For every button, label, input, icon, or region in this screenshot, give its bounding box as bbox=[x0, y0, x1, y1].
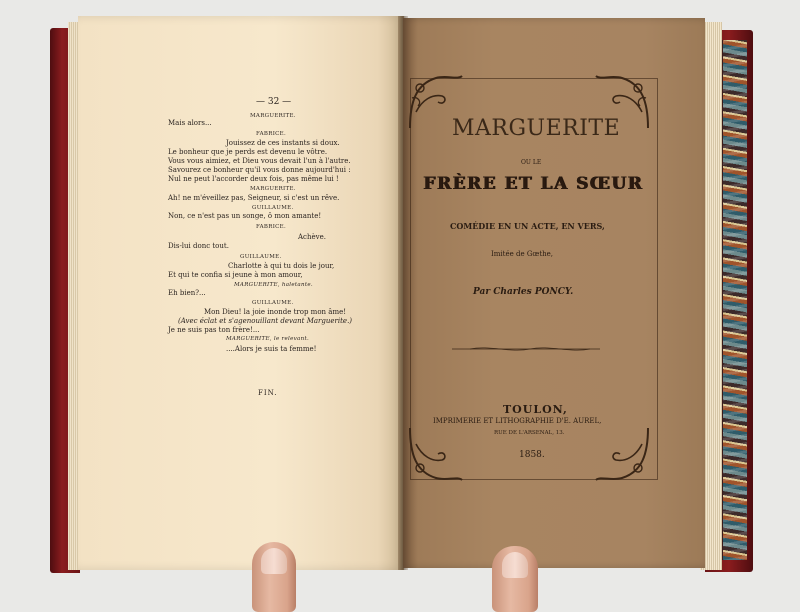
address-line: RUE DE L'ARSENAL, 13. bbox=[494, 430, 565, 436]
verse-line: Le bonheur que je perds est devenu le vôtre. bbox=[168, 148, 328, 156]
speaker-fabrice: FABRICE. bbox=[256, 131, 287, 137]
corner-ornament-bottom-left bbox=[406, 424, 466, 484]
speaker-guillaume: GUILLAUME. bbox=[252, 300, 294, 306]
verse-line: ....Alors je suis ta femme! bbox=[226, 345, 317, 353]
left-thumb bbox=[252, 542, 296, 612]
corner-ornament-bottom-right bbox=[592, 424, 652, 484]
year-line: 1858. bbox=[519, 450, 545, 460]
author-line: Par Charles PONCY. bbox=[473, 287, 574, 297]
verse-line: Jouissez de ces instants si doux. bbox=[226, 139, 340, 147]
genre-line: COMÉDIE EN UN ACTE, EN VERS, bbox=[450, 221, 605, 231]
city-line: TOULON, bbox=[503, 403, 568, 416]
speaker-marguerite: MARGUERITE. bbox=[250, 186, 296, 192]
speaker-marguerite: MARGUERITE, haletante. bbox=[234, 282, 313, 288]
book-subtitle: FRÈRE ET LA SŒUR bbox=[423, 174, 644, 194]
printer-line: IMPRIMERIE ET LITHOGRAPHIE D'E. AUREL, bbox=[433, 417, 602, 425]
verse-line: Mon Dieu! la joie inonde trop mon âme! bbox=[204, 308, 347, 316]
marbled-edge bbox=[722, 40, 747, 560]
end-marker: FIN. bbox=[258, 389, 278, 397]
verse-line: Nul ne peut l'accorder deux fois, pas même lui ! bbox=[168, 175, 339, 183]
speaker-marguerite: MARGUERITE. bbox=[250, 113, 296, 119]
stage-direction: (Avec éclat et s'agenouillant devant Marguerite.) bbox=[178, 317, 353, 325]
verse-line: Dis-lui donc tout. bbox=[168, 242, 229, 250]
left-page bbox=[78, 16, 404, 570]
verse-line: Charlotte à qui tu dois le jour, bbox=[228, 262, 335, 270]
verse-line: Je ne suis pas ton frère!... bbox=[168, 326, 260, 334]
speaker-marguerite: MARGUERITE, le relevant. bbox=[226, 336, 310, 342]
verse-line: Non, ce n'est pas un songe, ô mon amante! bbox=[168, 212, 322, 220]
verse-line: Ah! ne m'éveillez pas, Seigneur, si c'est un rêve. bbox=[168, 194, 340, 202]
page-number: — 32 — bbox=[256, 97, 292, 107]
verse-line: Achève. bbox=[298, 233, 326, 241]
book-title: MARGUERITE bbox=[452, 116, 621, 141]
verse-line: Vous vous aimiez, et Dieu vous devait l'un à l'autre. bbox=[168, 157, 351, 165]
verse-line: Savourez ce bonheur qu'il vous donne aujourd'hui : bbox=[168, 166, 351, 174]
speaker-guillaume: GUILLAUME. bbox=[252, 205, 294, 211]
speaker-fabrice: FABRICE. bbox=[256, 224, 287, 230]
verse-line: Et qui te confia si jeune à mon amour, bbox=[168, 271, 303, 279]
verse-line: Mais alors... bbox=[168, 119, 212, 127]
title-connector: OU LE bbox=[521, 159, 542, 166]
verse-line: Eh bien?... bbox=[168, 289, 206, 297]
speaker-guillaume: GUILLAUME. bbox=[240, 254, 282, 260]
right-thumb bbox=[492, 546, 538, 612]
imitation-line: Imitée de Gœthe, bbox=[491, 250, 554, 258]
decorative-rule bbox=[450, 344, 610, 354]
